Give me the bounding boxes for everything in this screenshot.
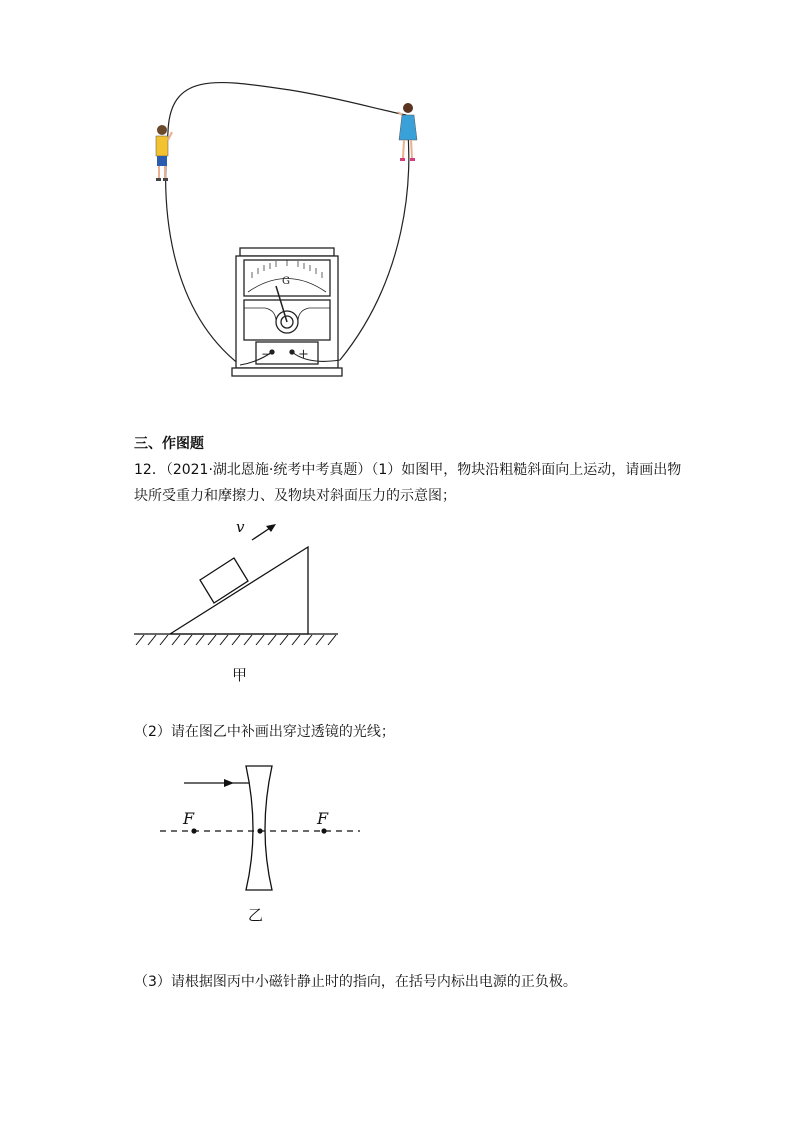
question-12-part-2: （2）请在图乙中补画出穿过透镜的光线； [134, 724, 395, 740]
velocity-label: v [236, 518, 245, 536]
figure-jia-caption: 甲 [232, 666, 248, 684]
optical-center [257, 828, 262, 833]
velocity-arrow-head [266, 524, 276, 532]
focus-left-point [191, 828, 196, 833]
section-heading: 三、作图题 [134, 436, 204, 452]
concave-lens [246, 766, 272, 890]
focus-left-label: F [183, 809, 195, 828]
incline [170, 547, 308, 634]
terminal-minus: − [261, 347, 272, 361]
question-12-part-3: （3）请根据图丙中小磁针静止时的指向，在括号内标出电源的正负极。 [134, 974, 577, 990]
girl-figure [398, 103, 417, 161]
terminal-plus: + [298, 347, 309, 362]
boy-figure [156, 125, 172, 181]
ground-hatching [136, 635, 336, 645]
question-12-line-2: 块所受重力和摩擦力、及物块对斜面压力的示意图； [134, 488, 456, 504]
focus-right-point [321, 828, 326, 833]
galvanometer [232, 248, 342, 376]
rope-galvanometer-figure [140, 60, 460, 390]
figure-yi-caption: 乙 [248, 906, 264, 924]
question-12-line-1: 12．（2021·湖北恩施·统考中考真题）（1）如图甲，物块沿粗糙斜面向上运动，请画出物 [134, 462, 682, 478]
focus-right-label: F [317, 809, 329, 828]
figure-yi-lens [150, 760, 370, 900]
figure-jia-incline [130, 512, 370, 662]
block [200, 558, 248, 603]
dial-symbol: G [282, 276, 290, 287]
